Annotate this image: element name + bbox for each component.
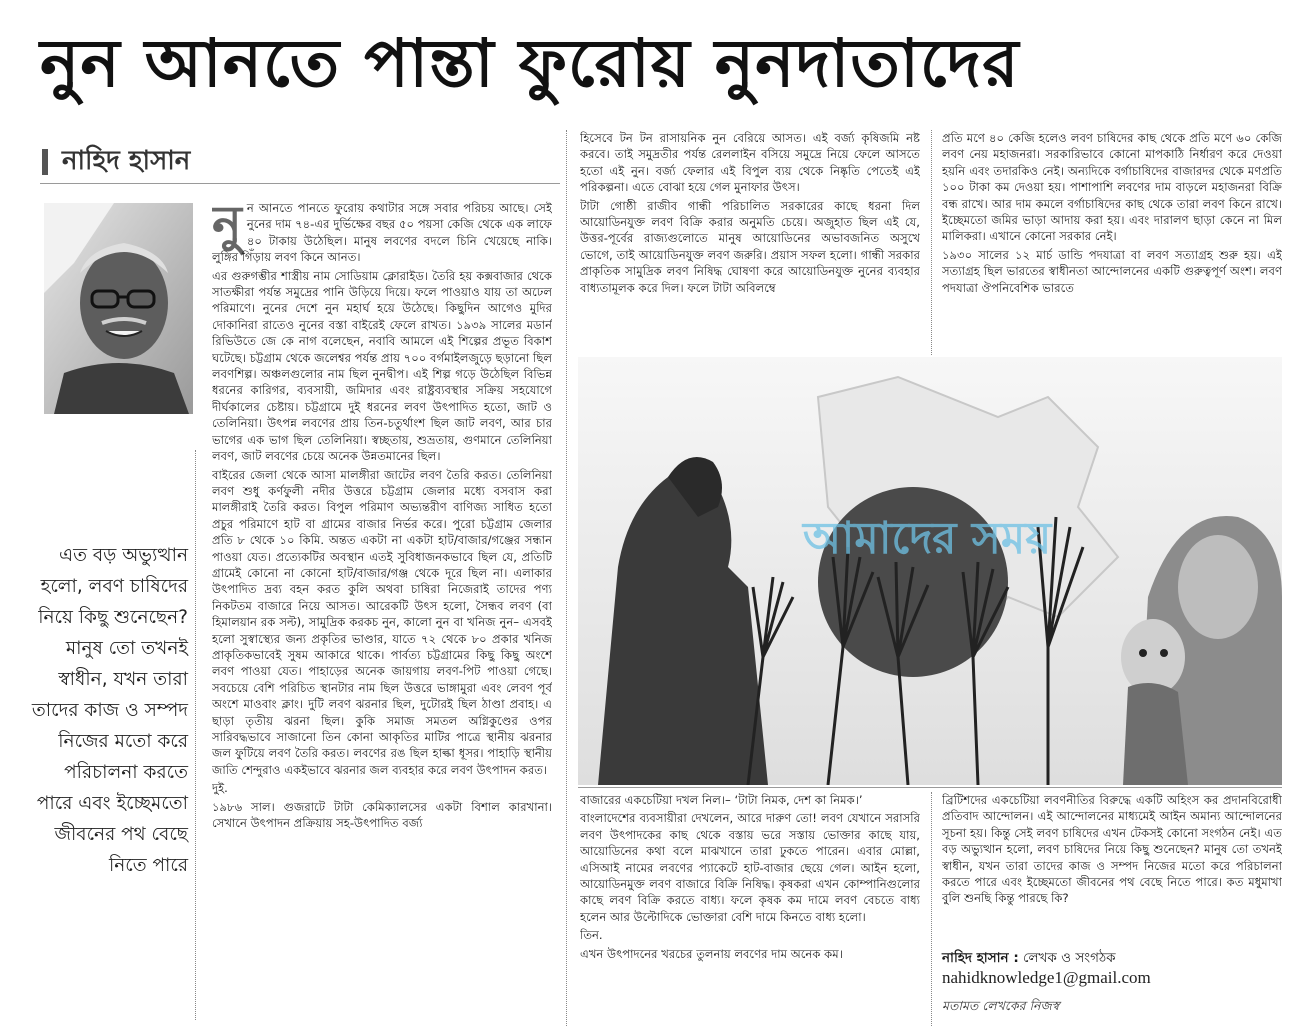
byline-rule [40,183,560,184]
paragraph: টাটা গোষ্ঠী রাজীব গান্ধী পরিচালিত সরকারের কাছে ধরনা দিল আয়োডিনযুক্ত লবণ বিক্রি করার অনুমতি চেয়ে। অজুহাত ছিল এই যে, উত্তর-পূর্বের রাজ্যগুলোতে মানুষ আয়োডিনের অভাবজনিত অসুখে ভোগে, তাই আয়োডিনযুক্ত লবণ জরুরি। প্রয়াস সফল হলো। গান্ধী সরকার প্রাকৃতিক সামুদ্রিক লবণ নিষিদ্ধ ঘোষণা করে আয়োডিনযুক্ত নুনের ব্যবহার বাধ্যতামূলক করে দিল। ফলে টাটা অবিলম্বে [580,198,920,295]
author-bio-name: নাহিদ হাসান : [942,950,1019,966]
article-column-3-top [942,130,1282,360]
author-photo [44,203,193,414]
author-bio-role: লেখক ও সংগঠক [1023,950,1116,966]
author-bio [942,948,1282,988]
paragraph: এর গুরুগম্ভীর শাস্ত্রীয় নাম সোডিয়াম ক্লোরাইড। তৈরি হয় কক্সবাজার থেকে সাতক্ষীরা পর্যন্ত সমুদ্রের পানি উড়িয়ে দিয়ে। ফলে পাওয়াও যায় তা অঢেল পরিমাণে। নুনের দেশে নুন মহার্ঘ হয়ে উঠেছে। কিছুদিন আগেও মুদির দোকানিরা রাতেও নুনের বস্তা বাইরেই ফেলে রাখত। ১৯৩৯ সালের মডার্ন রিভিউতে জে কে নাগ বলেছেন, নবাবি আমলে এই শিল্পের প্রভূত বিকাশ ঘটেছে। চট্টগ্রাম থেকে জলেশ্বর পর্যন্ত প্রায় ৭০০ বর্গমাইলজুড়ে ছড়ানো ছিল লবণশিল্প। অঞ্চলগুলোর নাম ছিল নুনদ্বীপ। এই শিল্প গড়ে উঠেছিল বিভিন্ন ধরনের কারিগর, ব্যবসায়ী, জমিদার এবং রাষ্ট্রব্যবস্থার সক্রিয় সহযোগে দীর্ঘকালের চেষ্টায়। চট্টগ্রামে দুই ধরনের লবণ উৎপাদিত হতো, জাট ও তেলিনিয়া। উৎপন্ন লবণের প্রায় তিন-চতুর্থাংশ ছিল জাট লবণ, আর চার ভাগের এক ভাগ ছিল তেলিনিয়া। স্বচ্ছতায়, শুভ্রতায়, গুণমানে তেলিনিয়া লবণ, জাট লবণের চেয়ে অনেক উন্নতমানের ছিল। [212,268,552,464]
pullquote-divider [195,450,196,1020]
paragraph: ১৯৩০ সালের ১২ মার্চ ডান্ডি পদযাত্রা বা লবণ সত্যাগ্রহ শুরু হয়। এই সত্যাগ্রহ ছিল ভারতের স্বাধীনতা আন্দোলনের একটি গুরুত্বপূর্ণ অংশ। লবণ পদযাত্রা ঔপনিবেশিক ভারতে [942,247,1282,295]
column-divider-1 [566,130,567,1026]
paragraph: বাজারের একচেটিয়া দখল নিল।– ‘টাটা নিমক, দেশ কা নিমক।’ [580,793,863,807]
section-number: দুই. [212,781,228,796]
paragraph: ন আনতে পানতে ফুরোয় কথাটার সঙ্গে সবার পরিচয় আছে। সেই নুনের দাম ৭৪-এর দুর্ভিক্ষের বছর ৫০ পয়সা কেজি থেকে এক লাফে ৪০ টাকায় উঠেছিল। মানুষ লবণের বদলে চিনি খেয়েছে নাকি। লুঙ্গির গিঁড়ায় লবণ কিনে আনত। [212,201,552,265]
pull-quote: এত বড় অভ্যুত্থান হলো, লবণ চাষিদের নিয়ে কিছু শুনেছেন? মানুষ তো তখনই স্বাধীন, যখন তারা তাদের কাজ ও সম্পদ নিজের মতো করে পরিচালনা করতে পারে এবং ইচ্ছেমতো জীবনের পথ বেছে নিতে পারে [31,545,188,876]
byline-author: নাহিদ হাসান [62,146,191,176]
article-illustration [578,357,1282,785]
paragraph: এখন উৎপাদনের খরচের তুলনায় লবণের দাম অনেক কম। [580,946,843,961]
article-column-2-bottom [580,792,920,1026]
article-column-3-bottom [942,792,1282,942]
article-column-1 [212,200,552,1026]
paragraph: বাইরের জেলা থেকে আসা মালঙ্গীরা জাটের লবণ তৈরি করত। তেলিনিয়া লবণ শুধু কর্ণফুলী নদীর উত্তরে চট্টগ্রাম জেলার মধ্যে বসবাস করা মালঙ্গীরাই তৈরি করত। বিপুল পরিমাণ অভ্যন্তরীণ বাণিজ্য সাধিত হতো প্রচুর পরিমাণে হাট বা গ্রামের বাজার নির্ভর করে। পুরো চট্টগ্রাম জেলার প্রতি ৮ থেকে ১০ কিমি. অন্তত একটা না একটা হাট/বাজার/গঞ্জের সন্ধান পাওয়া যেত। প্রত্যেকটির অবস্থান এতই সুবিধাজনকভাবে ছিল যে, প্রতিটি গ্রামেই কোনো না কোনো হাট/বাজার/গঞ্জ থেকে দূরে ছিল না। এলাকার উৎপাদিত দ্রব্য বহন করত কুলি অথবা চাষিরা নিজেরাই তাদের পণ্য নিকটতম বাজারে নিয়ে আসত। আরেকটি উৎস হলো, সৈন্ধব লবণ (বা হিমালয়ান রক সল্ট), সামুদ্রিক করকচ নুন, কালো নুন বা খনিজ নুন– এসবই হলো সুস্বাস্থ্যের জন্য প্রকৃতির ভাণ্ডার, যাতে ৭২ থেকে ৮০ প্রকার খনিজ প্রাকৃতিকভাবেই সুষম আকারে থাকে। পার্বত্য চট্টগ্রামের কিছু কিছু অংশে লবণ পাওয়া যেত। পাহাড়ের অনেক জায়গায় লবণ-পিট পাওয়া গেছে। সবচেয়ে বেশি পরিচিত স্থানটার নাম ছিল উত্তরে ভাঙ্গামুরা এবং লেবণ পূর্ব অংশে মাওবাং ক্লাং। দুটি লবণ ঝরনার ছিল, দুটোরই ছিল ঠাণ্ডা প্রবাহ। এ ছাড়া তৃতীয় ঝরনা ছিল। কুকি সমাজ সমতল অগ্নিকুণ্ডের ওপর সারিবদ্ধভাবে সাজানো তিন কোনা আকৃতির মাটির পাত্রে স্থানীয় ঝরনার জল ফুটিয়ে লবণ তৈরি করত। লবণের রঙ ছিল হাল্কা ধূসর। পাহাড়ি স্থানীয় জাতি শেন্দুরাও একইভাবে ঝরনার জল ব্যবহার করে লবণ উৎপাদন করত। [212,467,552,777]
column-divider-3 [931,792,932,1026]
illustration-caption-rule [578,787,1282,788]
paragraph: প্রতি মণে ৪০ কেজি হলেও লবণ চাষিদের কাছ থেকে প্রতি মণে ৬০ কেজি লবণ নেয় মহাজনরা। সরকারিভাবে কোনো মাপকাঠি নির্ধারণ করে দেওয়া হয়নি এবং তদারকিও নেই। অন্যদিকে বর্গাচাষিদের বাজারদর থেকে মণপ্রতি ১০০ টাকা কম দেওয়া হয়। পাশাপাশি লবণের দাম বাড়লে মহাজনরা বিক্রি বন্ধ রাখে। আর দাম কমলে বর্গাচাষিদের কাছ থেকে তারা লবণ কিনে রাখে। ইচ্ছেমতো জমির ভাড়া আদায় করা হয়। এবং দারালণ ছাড়া কেনে না মিল মালিকরা। এখানে কোনো সরকার নেই। [942,131,1282,244]
opinion-disclaimer: মতামত লেখকের নিজস্ব [942,998,1060,1013]
watermark: আমাদের সময় [803,513,1052,564]
author-email: nahidknowledge1@gmail.com [942,968,1151,987]
paragraph: বাংলাদেশের ব্যবসায়ীরা দেখলেন, আরে দারুণ তো! লবণ যেখানে সরাসরি লবণ উৎপাদকের কাছ থেকে বস্তায় ভরে সস্তায় ভোক্তার কাছে যায়, আয়োডিনের কথা বলে মাঝখানে তারা ঢুকতে পারেন। এবার মোল্লা, এসিআই নামের লবণের প্যাকেটে হাট-বাজার ছেয়ে গেল। আইন হলো, আয়োডিনমুক্ত লবণ বাজারে বিক্রি নিষিদ্ধ। কৃষকরা এখন কোম্পানিগুলোর কাছে লবণ বিক্রি করতে বাধ্য। ফলে কৃষক কম দামে লবণ বেচতে বাধ্য হলেন আর উল্টোদিকে ভোক্তারা বেশি দামে কিনতে বাধ্য হলো। [580,811,920,924]
paragraph: হিসেবে টন টন রাসায়নিক নুন বেরিয়ে আসত। এই বর্জ্য কৃষিজমি নষ্ট করবে। তাই সমুদ্রতীর পর্যন্ত রেললাইন বসিয়ে সমুদ্রে নিয়ে ফেলে আসতে হতো এই নুন। বর্জ্য ফেলার এই বিপুল ব্যয় থেকে নিষ্কৃতি পেতেই এই পরিকল্পনা। এতে বোঝা হয়ে গেল মুনাফার উৎস। [580,131,920,195]
paragraph: ১৯৮৬ সাল। গুজরাটে টাটা কেমিক্যালসের একটা বিশাল কারখানা। সেখানে উৎপাদন প্রক্রিয়ায় সহ-উৎপাদিত বর্জ্য [212,799,552,831]
article-column-2-top [580,130,920,360]
byline [42,140,190,184]
section-number: তিন. [580,928,603,943]
drop-cap: নু [212,200,242,253]
headline: নুন আনতে পান্তা ফুরোয় নুনদাতাদের [40,25,1020,102]
byline-bar [42,149,48,175]
paragraph: ব্রিটিশদের একচেটিয়া লবণনীতির বিরুদ্ধে একটি অহিংস কর প্রদানবিরোধী প্রতিবাদ আন্দোলন। এই আন্দোলনের মাধ্যমেই আইন অমান্য আন্দোলনের সূচনা হয়। কিন্তু সেই লবণ চাষিদের এখন টেকসই কোনো সংগঠন নেই। এত বড় অভ্যুত্থান হলো, লবণ চাষিদের নিয়ে কিছু শুনেছেন? মানুষ তো তখনই স্বাধীন, যখন তারা তাদের কাজ ও সম্পদ নিজের মতো করে পরিচালনা করতে পারে এবং ইচ্ছেমতো জীবনের পথ বেছে নিতে পারে। কত মধুমাখা বুলি শুনছি কিন্তু পারছে কি? [942,793,1282,906]
column-divider-2 [931,130,932,355]
